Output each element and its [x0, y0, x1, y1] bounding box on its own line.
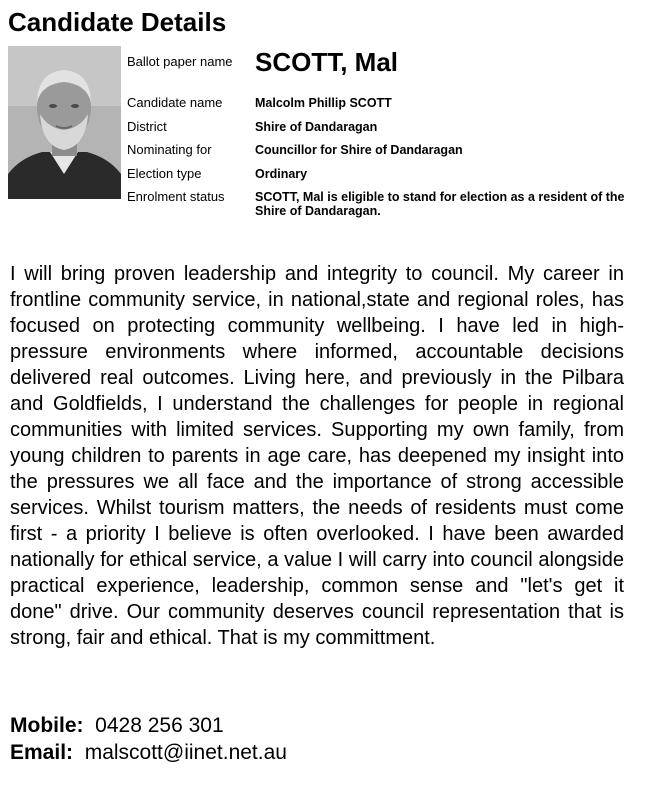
candidate-portrait-image: [8, 46, 121, 199]
enrolment-status-row: [127, 188, 650, 218]
ballot-paper-name-value: SCOTT, Mal: [255, 47, 399, 77]
mobile-number: 0428 256 301: [95, 714, 224, 737]
candidate-photo: [8, 46, 121, 199]
email-contact: [10, 739, 287, 767]
nominating-for-label: Nominating for: [127, 142, 212, 157]
email-label: Email:: [10, 741, 74, 764]
district-label: District: [127, 118, 167, 134]
mobile-label: Mobile:: [10, 714, 84, 737]
nominating-for-value: Councillor for Shire of Dandaragan: [255, 143, 463, 157]
election-type-row: [127, 165, 650, 189]
candidate-name-row: [127, 94, 650, 118]
district-value: Shire of Dandaragan: [255, 119, 378, 134]
ballot-paper-name-label: Ballot paper name: [127, 54, 233, 69]
ballot-paper-name-row: [127, 46, 650, 94]
email-address: malscott@iinet.net.au: [84, 741, 287, 764]
election-type-value: Ordinary: [255, 166, 308, 181]
candidate-name-label: Candidate name: [127, 95, 223, 110]
candidate-statement: I will bring proven leadership and integrity to council. My career in frontline community service, in national,state and regional roles, has focused on protecting community wellbeing. I have led in high-pressure environments where informed, accountable decisions delivered real outcomes. Living here, and previously in the Pilbara and Goldfields, I understand the challenges for people in regional communities with limited services. Supporting my own family, from young children to parents in age care, has deepened my insight into the pressures we all face and the importance of strong accessible services. Whilst tourism matters, the needs of residents must come first - a priority I believe is often overlooked. I have been awarded nationally for ethical service, a value I will carry into council alongside practical experience, leadership, common sense and "let's get it done" drive. Our community deserves council representation that is strong, fair and ethical. That is my committment.: [10, 263, 624, 649]
enrolment-status-label: Enrolment status: [127, 189, 225, 204]
district-row: [127, 118, 650, 142]
enrolment-status-value: SCOTT, Mal is eligible to stand for election as a resident of the Shire of Dandaragan.: [255, 190, 625, 218]
candidate-details-table: [127, 46, 650, 218]
candidate-name-value: Malcolm Phillip SCOTT: [255, 96, 392, 110]
election-type-label: Election type: [127, 165, 202, 181]
mobile-contact: [10, 712, 224, 740]
nominating-for-row: [127, 141, 650, 165]
page-title: Candidate Details: [8, 7, 227, 37]
